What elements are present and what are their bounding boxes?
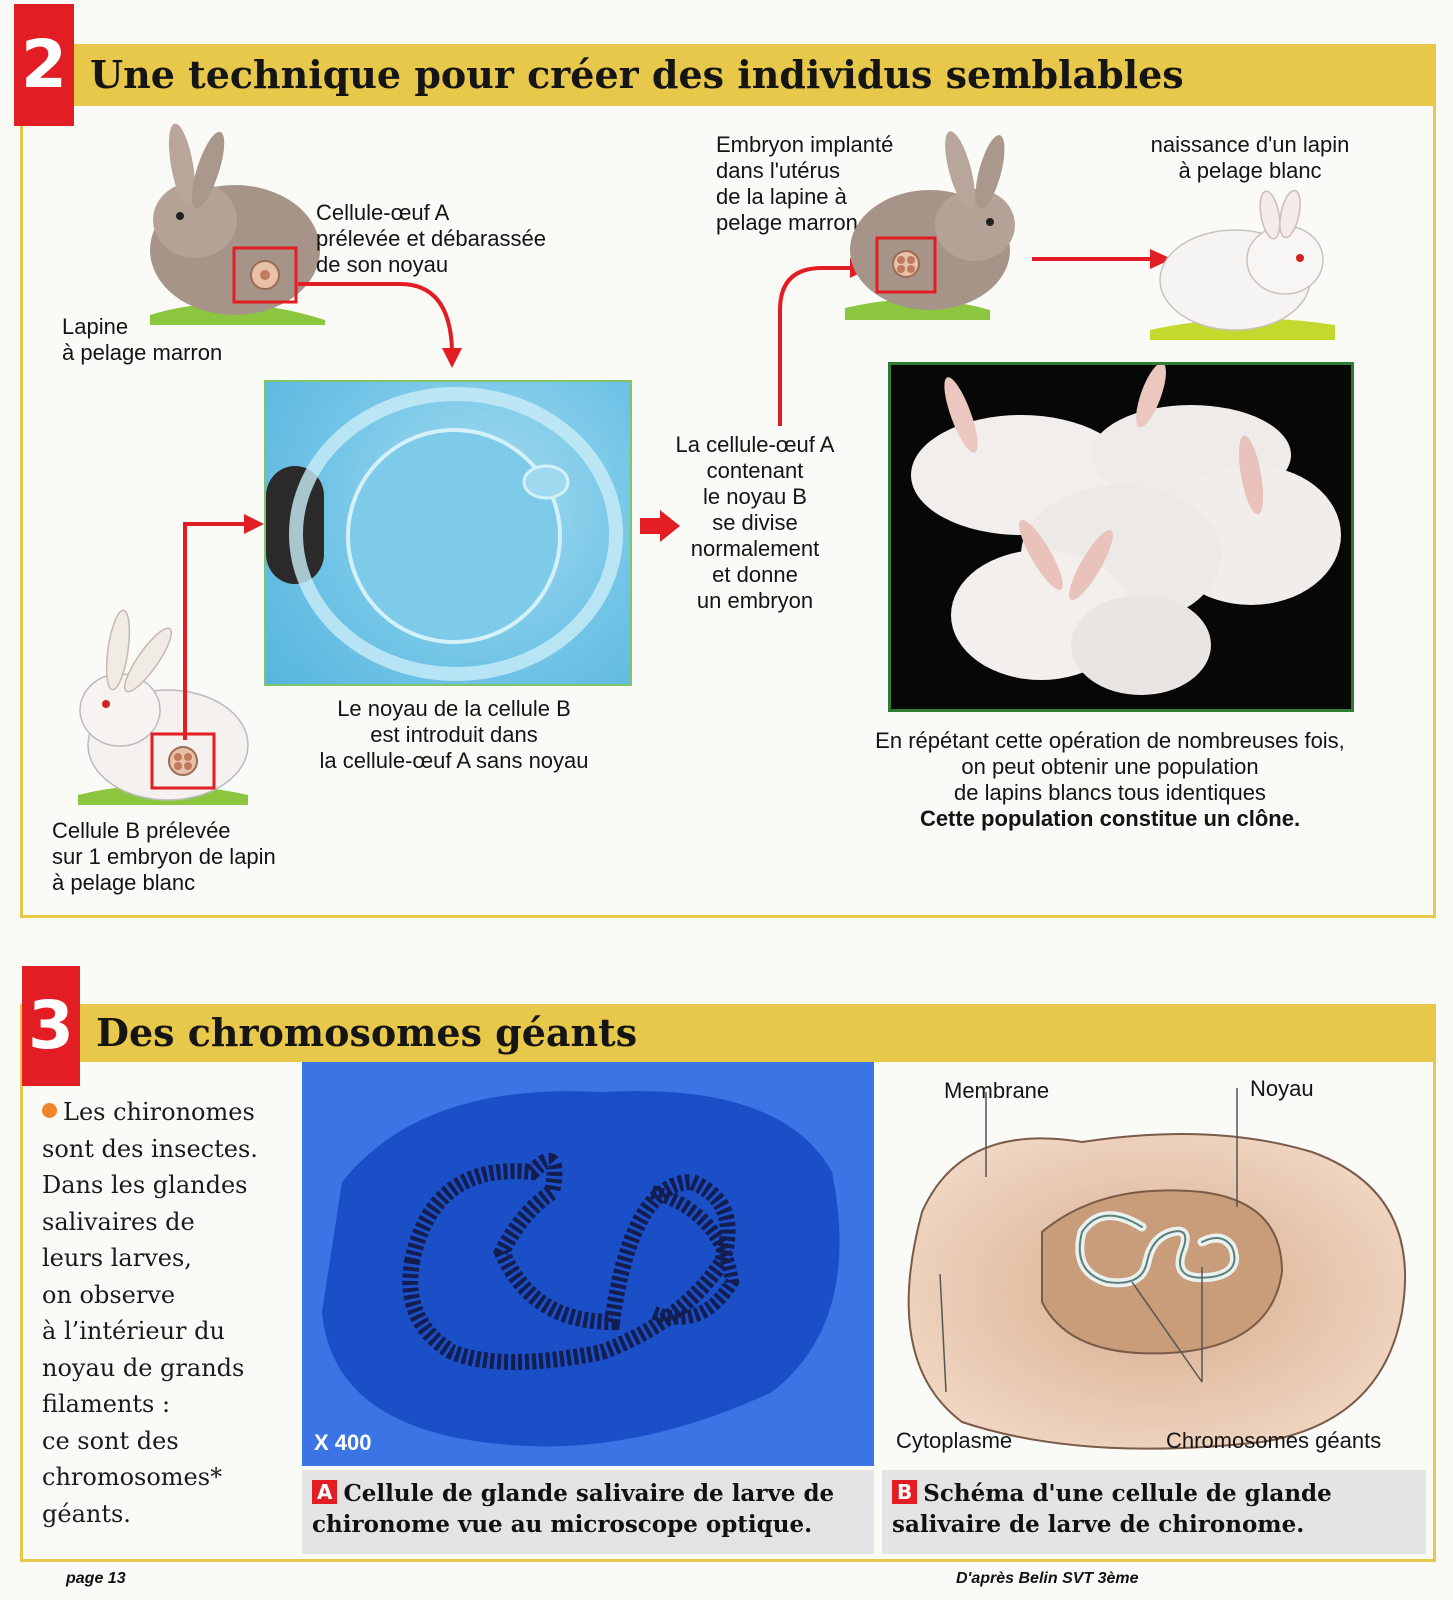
caption-a-text: Cellule de glande salivaire de larve de chironome vue au microscope optique. [312, 1480, 835, 1538]
label-lapine-marron: Lapine à pelage marron [62, 314, 223, 365]
photo-rabbit-clones [888, 362, 1354, 712]
diagram-label-membrane: Membrane [944, 1078, 1050, 1103]
caption-b-letter: B [892, 1480, 917, 1504]
magnification-label: X 400 [314, 1430, 372, 1455]
egg-cell-a-highlight [232, 246, 298, 304]
intro-text: Les chironomes sont des insectes. Dans les glandes salivaires de leurs larves, on observe à l’intérieur du noyau de grands filaments : ce sont des chromosomes* géants. [42, 1098, 258, 1528]
caption-a [302, 1470, 874, 1554]
label-noyau-introduit: Le noyau de la cellule B est introduit dans la cellule-œuf A sans noyau [319, 696, 589, 773]
micrograph-salivary-cell [302, 1062, 874, 1466]
label-naissance: naissance d'un lapin à pelage blanc [1150, 132, 1350, 183]
bullet-dot-icon [42, 1103, 57, 1118]
caption-a-letter: A [312, 1480, 337, 1504]
diagram-label-cytoplasme: Cytoplasme [896, 1428, 1013, 1453]
footer-source: D'après Belin SVT 3ème [956, 1570, 1139, 1587]
label-repetant: En répétant cette opération de nombreuses fois, on peut obtenir une population de lapins blancs tous identiques [875, 728, 1345, 805]
arrow-cell-b-to-micrograph [170, 504, 270, 744]
section-2-number: 2 [14, 4, 74, 126]
caption-b [882, 1470, 1426, 1554]
label-cellule-oeuf-divise: La cellule-œuf A contenant le noyau B se divise normalement et donne un embryon [675, 432, 835, 613]
arrow-egg-to-micrograph [290, 270, 470, 380]
footer-page-number: page 13 [66, 1570, 126, 1587]
section-3-title: Des chromosomes géants [96, 1010, 638, 1055]
white-rabbit-newborn-illustration [1150, 190, 1350, 340]
implanted-embryo-highlight [875, 236, 937, 294]
label-cellule-b: Cellule B prélevée sur 1 embryon de lapin à pelage blanc [52, 818, 276, 895]
diagram-label-chromosomes: Chromosomes géants [1166, 1428, 1382, 1453]
diagram-label-noyau: Noyau [1250, 1076, 1314, 1101]
label-cellule-oeuf-a: Cellule-œuf A prélevée et débarassée de son noyau [316, 200, 546, 277]
micrograph-egg-cell [264, 380, 632, 686]
label-embryon-implante: Embryon implanté dans l'utérus de la lapine à pelage marron [716, 132, 894, 235]
section-3-intro [42, 1094, 302, 1532]
caption-b-text: Schéma d'une cellule de glande salivaire de larve de chironome. [892, 1480, 1332, 1538]
section-3-number: 3 [22, 966, 80, 1086]
section-2-title: Une technique pour créer des individus semblables [90, 52, 1184, 97]
diagram-salivary-cell [882, 1062, 1426, 1466]
label-clone: Cette population constitue un clône. [919, 806, 1301, 831]
